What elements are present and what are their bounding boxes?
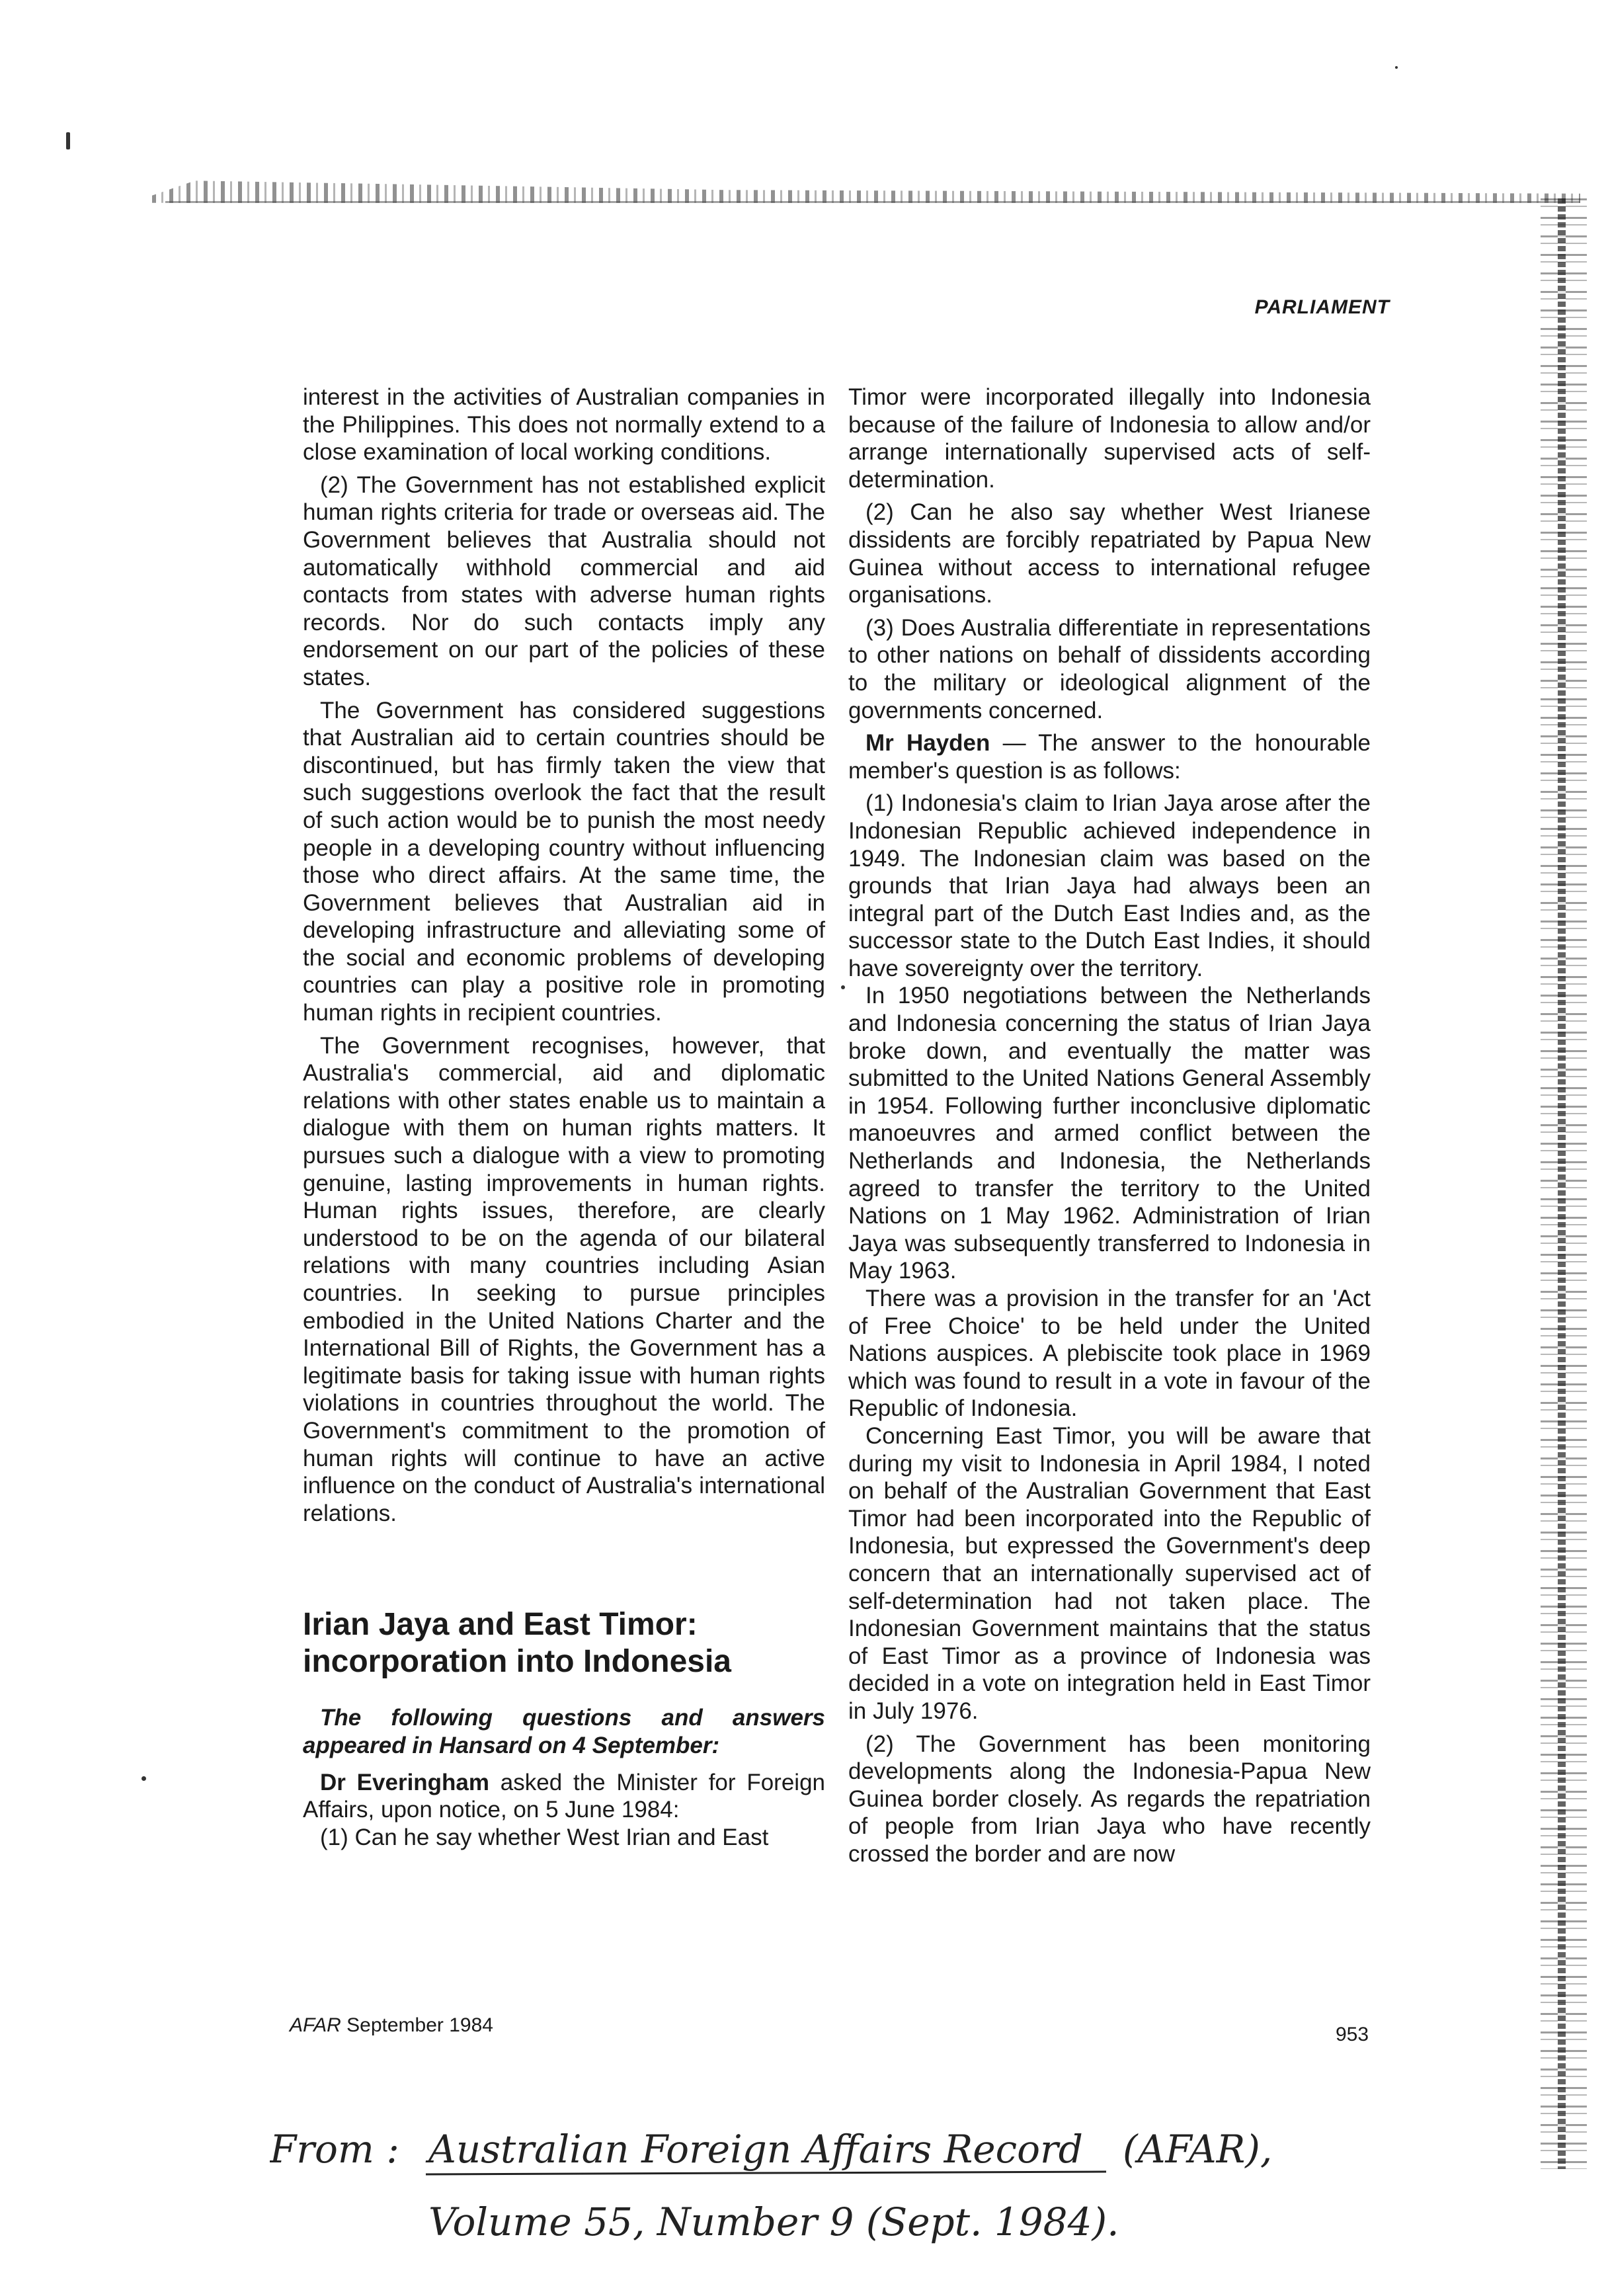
answer-paragraph: (2) The Government has been monitoring developments along the Indonesia-Papua New Guinea border closely. As regards the repatriation of people from Irian Jaya who have recently crossed the border and are now	[848, 1731, 1371, 1867]
intro-note: The following questions and answers appeared in Hansard on 4 September:	[303, 1705, 825, 1758]
speaker-name: Mr Hayden	[865, 730, 990, 757]
scan-speck	[841, 985, 845, 989]
scan-speck	[1395, 66, 1398, 69]
publication-abbrev: AFAR	[290, 2014, 341, 2036]
handwritten-from-label: From :	[270, 2127, 399, 2172]
page-number: 953	[1336, 2024, 1369, 2045]
handwritten-volume-line: Volume 55, Number 9 (Sept. 1984).	[428, 2199, 1119, 2244]
answer-intro	[848, 729, 1371, 784]
speaker-name: Dr Everingham	[320, 1769, 490, 1795]
answer-paragraph: There was a provision in the transfer for an 'Act of Free Choice' to be held under the United Nations auspices. A plebiscite took place in 1969 which was found to result in a vote in favour of the Republic of Indonesia.	[848, 1286, 1371, 1422]
paragraph: (2) The Government has not established explicit human rights criteria for trade or overseas aid. The Government believes that Australia should not automatically withhold commercial and aid contacts from states with adverse human rights records. Nor do such contacts imply any endorsement on our part of the policies of these states.	[303, 472, 825, 690]
right-column	[848, 384, 1371, 1867]
page-binding-shadow	[1558, 198, 1566, 2169]
answer-paragraph: Concerning East Timor, you will be aware that during my visit to Indonesia in April 1984, I noted on behalf of the Australian Government that East Timor had been incorporated into the Republic of Indonesia, but expressed the Government's deep concern that an internationally supervised act of self-determination had not taken place. The Indonesian Government maintains that the status of East Timor as a province of Indonesia was decided in a vote on integration held in East Timor in July 1976.	[848, 1422, 1371, 1724]
question-intro-text: asked the Minister for Foreign Affairs, upon notice, on 5 June 1984:	[303, 1769, 825, 1823]
answer-paragraph: In 1950 negotiations between the Netherlands and Indonesia concerning the status of Irian Jaya broke down, and eventually the matter was submitted to the United Nations General Assembly in 1954. Following further inconclusive diplomatic manoeuvres and armed conflict between the Netherlands and Indonesia, the Netherlands agreed to transfer the territory to the United Nations on 1 May 1962. Administration of Irian Jaya was subsequently transferred to Indonesia in May 1963.	[848, 983, 1371, 1284]
question-item: (3) Does Australia differentiate in representations to other nations on behalf of dissidents according to the military or ideological alignment of the governments concerned.	[848, 614, 1371, 723]
question-item: (2) Can he also say whether West Irianese dissidents are forcibly repatriated by Papua New Guinea without access to international refugee organisations.	[848, 499, 1371, 608]
answer-paragraph: (1) Indonesia's claim to Irian Jaya arose after the Indonesian Republic achieved independence in 1949. The Indonesian claim was based on the grounds that Irian Jaya had always been an integral part of the Dutch East Indies and, as the successor state to the Dutch East Indies, it should have sovereignty over the territory.	[848, 790, 1371, 981]
question-item: (1) Can he say whether West Irian and East	[320, 1824, 769, 1850]
scan-speck	[141, 1776, 146, 1781]
handwritten-source-note	[270, 2116, 1526, 2262]
scan-edge-line	[165, 201, 1580, 203]
question-intro	[303, 1769, 825, 1824]
scan-speck	[66, 132, 70, 149]
handwritten-publication-title: Australian Foreign Affairs Record	[428, 2127, 1083, 2172]
paragraph: Timor were incorporated illegally into Indonesia because of the failure of Indonesia to allow and/or arrange internationally supervised acts of self-determination.	[848, 384, 1371, 493]
left-column	[303, 384, 825, 1851]
scan-edge-artifact	[152, 173, 1580, 210]
paragraph: The Government recognises, however, that Australia's commercial, aid and diplomatic relations with other states enable us to maintain a dialogue with them on human rights matters. It pursues such a dialogue with a view to promoting genuine, lasting improvements in human rights. Human rights issues, therefore, are clearly understood to be on the agenda of our bilateral relations with many countries including Asian countries. In seeking to pursue principles embodied in the United Nations Charter and the International Bill of Rights, the Government has a legitimate basis for taking issue with human rights violations in countries throughout the world. The Government's commitment to the promotion of human rights will continue to have an active influence on the conduct of Australia's international relations.	[303, 1032, 825, 1526]
section-heading: Irian Jaya and East Timor: incorporation into Indonesia	[303, 1607, 731, 1680]
paragraph: The Government has considered suggestions that Australian aid to certain countries should be discontinued, but has firmly taken the view that such suggestions overlook the fact that the result of such action would be to punish the most needy people in a developing country without influencing those who direct affairs. At the same time, the Government believes that Australian aid in developing infrastructure and alleviating some of the social and economic problems of developing countries can play a positive role in promoting human rights in recipient countries.	[303, 697, 825, 1026]
footer-publication	[290, 2014, 493, 2037]
paragraph: interest in the activities of Australian companies in the Philippines. This does not normally extend to a close examination of local working conditions.	[303, 384, 825, 466]
answer-intro-text: — The answer to the honourable member's question is as follows:	[848, 730, 1371, 784]
handwritten-abbrev: (AFAR),	[1123, 2127, 1273, 2172]
running-head: PARLIAMENT	[1254, 296, 1390, 318]
issue-date: September 1984	[341, 2014, 493, 2036]
handwritten-underline	[426, 2172, 1106, 2174]
